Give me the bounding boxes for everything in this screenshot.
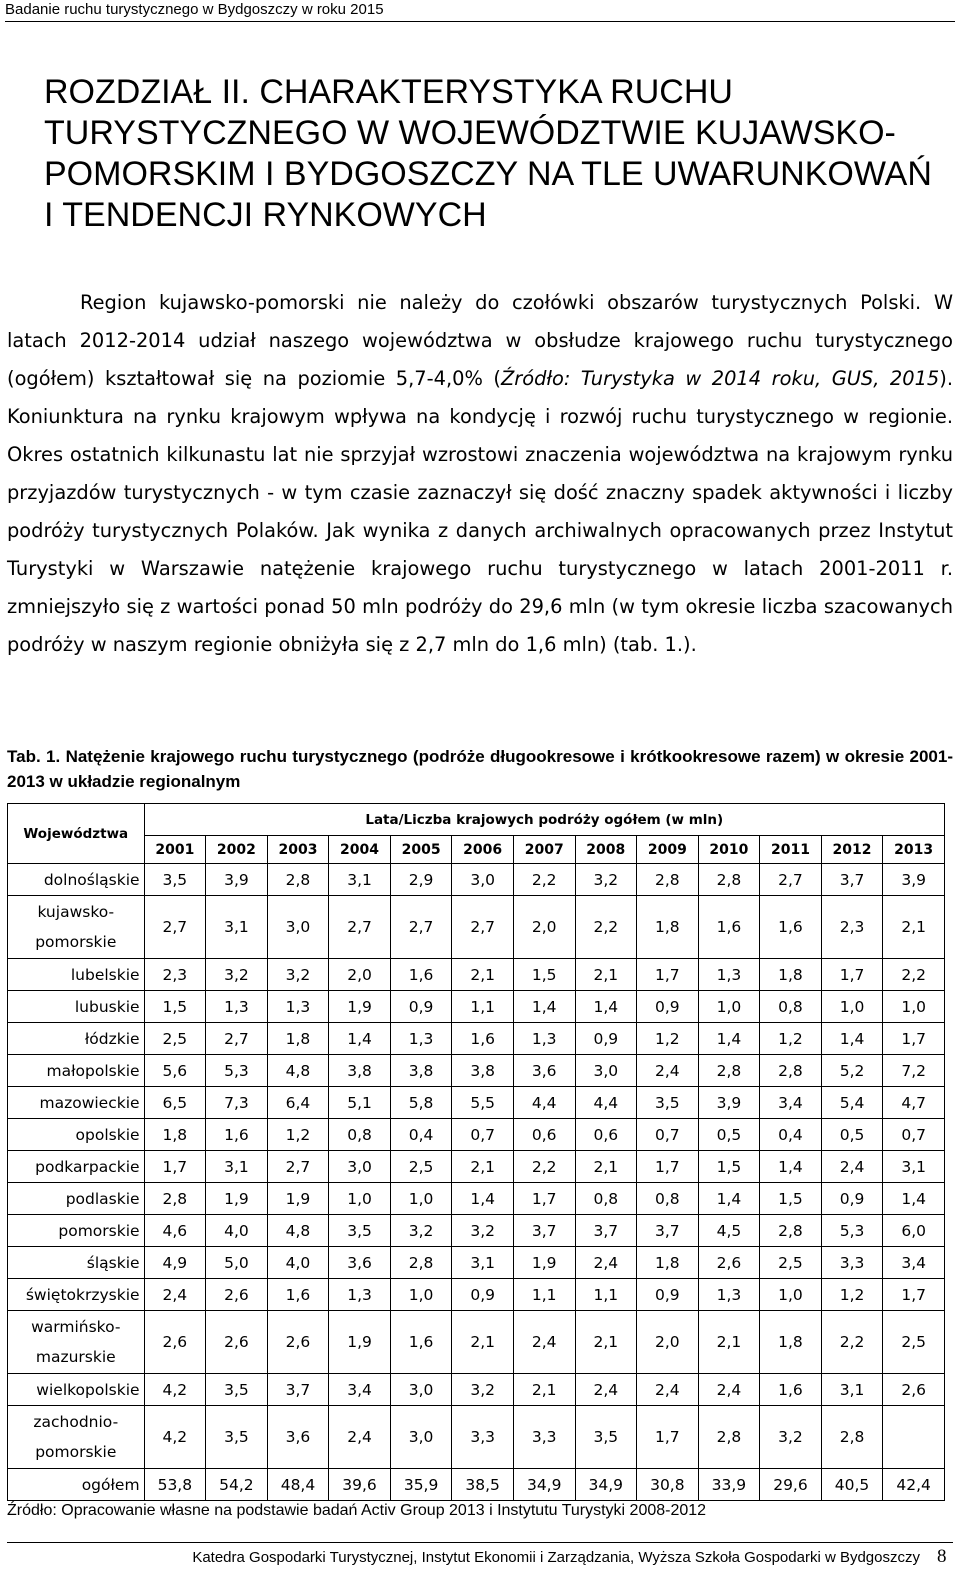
region-cell: lubuskie (8, 991, 145, 1023)
value-cell: 1,6 (206, 1119, 268, 1151)
data-table (7, 803, 945, 1501)
value-cell: 2,4 (637, 1055, 699, 1087)
value-cell: 3,6 (267, 1406, 329, 1469)
value-cell: 3,5 (575, 1406, 637, 1469)
value-cell: 2,4 (329, 1406, 391, 1469)
empty-cell (883, 1406, 945, 1469)
value-cell: 4,8 (267, 1215, 329, 1247)
value-cell: 0,4 (760, 1119, 822, 1151)
table-caption (7, 744, 953, 794)
value-cell: 5,2 (821, 1055, 883, 1087)
value-cell: 6,5 (144, 1087, 206, 1119)
value-cell: 1,2 (267, 1119, 329, 1151)
table-row (8, 1183, 945, 1215)
value-cell: 2,1 (575, 959, 637, 991)
value-cell: 3,2 (390, 1215, 452, 1247)
year-header: 2010 (698, 836, 760, 864)
value-cell: 4,2 (144, 1406, 206, 1469)
region-cell: dolnośląskie (8, 864, 145, 896)
value-cell: 2,1 (452, 1151, 514, 1183)
value-cell: 1,0 (390, 1183, 452, 1215)
table-row (8, 1247, 945, 1279)
value-cell: 1,3 (329, 1279, 391, 1311)
table-row (8, 864, 945, 896)
value-cell: 2,9 (390, 864, 452, 896)
value-cell: 5,5 (452, 1087, 514, 1119)
year-header: 2004 (329, 836, 391, 864)
value-cell: 54,2 (206, 1469, 268, 1501)
value-cell: 2,1 (883, 896, 945, 959)
value-cell: 2,7 (760, 864, 822, 896)
region-cell: ogółem (8, 1469, 145, 1501)
value-cell: 1,7 (144, 1151, 206, 1183)
value-cell: 1,9 (329, 1311, 391, 1374)
value-cell: 1,5 (513, 959, 575, 991)
value-cell: 0,6 (575, 1119, 637, 1151)
value-cell: 1,5 (144, 991, 206, 1023)
value-cell: 48,4 (267, 1469, 329, 1501)
value-cell: 1,4 (575, 991, 637, 1023)
value-cell: 3,4 (329, 1374, 391, 1406)
value-cell: 3,1 (452, 1247, 514, 1279)
corner-header: Województwa (8, 804, 145, 864)
value-cell: 5,8 (390, 1087, 452, 1119)
value-cell: 3,9 (883, 864, 945, 896)
value-cell: 1,1 (513, 1279, 575, 1311)
value-cell: 1,9 (329, 991, 391, 1023)
year-header: 2009 (637, 836, 699, 864)
value-cell: 0,9 (390, 991, 452, 1023)
value-cell: 3,5 (144, 864, 206, 896)
value-cell: 2,1 (575, 1311, 637, 1374)
year-header: 2013 (883, 836, 945, 864)
value-cell: 1,0 (821, 991, 883, 1023)
value-cell: 3,1 (206, 896, 268, 959)
table-row (8, 1087, 945, 1119)
value-cell: 1,0 (883, 991, 945, 1023)
value-cell: 2,4 (821, 1151, 883, 1183)
year-header: 2002 (206, 836, 268, 864)
value-cell: 0,9 (452, 1279, 514, 1311)
table-row (8, 991, 945, 1023)
value-cell: 2,2 (513, 864, 575, 896)
value-cell: 0,6 (513, 1119, 575, 1151)
value-cell: 7,2 (883, 1055, 945, 1087)
value-cell: 4,4 (513, 1087, 575, 1119)
body-paragraph (7, 284, 953, 664)
year-header: 2003 (267, 836, 329, 864)
value-cell: 1,0 (760, 1279, 822, 1311)
value-cell: 2,7 (206, 1023, 268, 1055)
value-cell: 3,7 (267, 1374, 329, 1406)
region-cell: zachodnio- pomorskie (8, 1406, 145, 1469)
table-row (8, 959, 945, 991)
value-cell: 1,6 (760, 896, 822, 959)
value-cell: 0,8 (760, 991, 822, 1023)
table-caption-text: Natężenie krajowego ruchu turystycznego (podróże długookresowe i krótkookresowe razem) w okresie 2001-2013 w układzie regionalnym (7, 747, 953, 791)
value-cell: 3,6 (513, 1055, 575, 1087)
value-cell: 3,0 (390, 1374, 452, 1406)
value-cell: 1,4 (698, 1023, 760, 1055)
value-cell: 3,1 (883, 1151, 945, 1183)
value-cell: 1,3 (513, 1023, 575, 1055)
value-cell: 4,5 (698, 1215, 760, 1247)
value-cell: 2,5 (144, 1023, 206, 1055)
value-cell: 4,2 (144, 1374, 206, 1406)
value-cell: 1,6 (267, 1279, 329, 1311)
value-cell: 2,8 (698, 864, 760, 896)
value-cell: 2,2 (883, 959, 945, 991)
value-cell: 2,0 (637, 1311, 699, 1374)
value-cell: 1,6 (452, 1023, 514, 1055)
region-cell: podlaskie (8, 1183, 145, 1215)
value-cell: 3,0 (267, 896, 329, 959)
value-cell: 2,4 (698, 1374, 760, 1406)
value-cell: 1,3 (206, 991, 268, 1023)
value-cell: 1,6 (698, 896, 760, 959)
value-cell: 0,4 (390, 1119, 452, 1151)
value-cell: 4,8 (267, 1055, 329, 1087)
value-cell: 3,9 (206, 864, 268, 896)
body-text (7, 284, 953, 664)
value-cell: 2,1 (698, 1311, 760, 1374)
value-cell: 2,7 (452, 896, 514, 959)
table-row (8, 1023, 945, 1055)
value-cell: 3,9 (698, 1087, 760, 1119)
value-cell: 5,3 (206, 1055, 268, 1087)
value-cell: 3,7 (513, 1215, 575, 1247)
header-rule (5, 21, 955, 22)
value-cell: 3,8 (452, 1055, 514, 1087)
year-header: 2007 (513, 836, 575, 864)
value-cell: 0,7 (452, 1119, 514, 1151)
value-cell: 2,6 (144, 1311, 206, 1374)
value-cell: 2,8 (637, 864, 699, 896)
value-cell: 3,3 (513, 1406, 575, 1469)
value-cell: 3,0 (575, 1055, 637, 1087)
value-cell: 1,4 (883, 1183, 945, 1215)
value-cell: 2,5 (390, 1151, 452, 1183)
value-cell: 3,5 (206, 1374, 268, 1406)
group-header: Lata/Liczba krajowych podróży ogółem (w mln) (144, 804, 944, 836)
value-cell: 1,3 (698, 1279, 760, 1311)
value-cell: 40,5 (821, 1469, 883, 1501)
value-cell: 3,3 (821, 1247, 883, 1279)
value-cell: 3,5 (329, 1215, 391, 1247)
value-cell: 1,6 (390, 959, 452, 991)
value-cell: 0,7 (883, 1119, 945, 1151)
value-cell: 3,2 (575, 864, 637, 896)
value-cell: 0,9 (575, 1023, 637, 1055)
year-header: 2005 (390, 836, 452, 864)
value-cell: 1,3 (267, 991, 329, 1023)
body-source-citation: Źródło: Turystyka w 2014 roku, GUS, 2015 (500, 367, 940, 390)
value-cell: 2,8 (698, 1406, 760, 1469)
value-cell: 0,9 (821, 1183, 883, 1215)
value-cell: 1,4 (452, 1183, 514, 1215)
value-cell: 2,4 (575, 1247, 637, 1279)
value-cell: 0,5 (821, 1119, 883, 1151)
value-cell: 42,4 (883, 1469, 945, 1501)
value-cell: 5,4 (821, 1087, 883, 1119)
value-cell: 3,1 (329, 864, 391, 896)
region-cell: łódzkie (8, 1023, 145, 1055)
value-cell: 1,7 (513, 1183, 575, 1215)
value-cell: 2,0 (329, 959, 391, 991)
page-number: 8 (937, 1546, 947, 1567)
value-cell: 6,0 (883, 1215, 945, 1247)
value-cell: 1,3 (698, 959, 760, 991)
value-cell: 5,3 (821, 1215, 883, 1247)
value-cell: 2,5 (760, 1247, 822, 1279)
value-cell: 1,1 (452, 991, 514, 1023)
value-cell: 4,0 (206, 1215, 268, 1247)
value-cell: 1,8 (760, 959, 822, 991)
value-cell: 2,6 (267, 1311, 329, 1374)
value-cell: 4,7 (883, 1087, 945, 1119)
region-cell: wielkopolskie (8, 1374, 145, 1406)
value-cell: 1,7 (883, 1279, 945, 1311)
value-cell: 3,4 (760, 1087, 822, 1119)
value-cell: 1,2 (821, 1279, 883, 1311)
value-cell: 3,1 (206, 1151, 268, 1183)
region-cell: śląskie (8, 1247, 145, 1279)
table-row (8, 1279, 945, 1311)
value-cell: 3,2 (206, 959, 268, 991)
value-cell: 1,7 (637, 1151, 699, 1183)
value-cell: 3,3 (452, 1406, 514, 1469)
value-cell: 1,4 (698, 1183, 760, 1215)
value-cell: 2,3 (821, 896, 883, 959)
value-cell: 3,7 (637, 1215, 699, 1247)
year-header: 2012 (821, 836, 883, 864)
value-cell: 1,8 (637, 1247, 699, 1279)
value-cell: 1,8 (760, 1311, 822, 1374)
table-row (8, 896, 945, 959)
region-cell: świętokrzyskie (8, 1279, 145, 1311)
value-cell: 3,2 (760, 1406, 822, 1469)
source-note: Źródło: Opracowanie własne na podstawie badań Activ Group 2013 i Instytutu Turystyki 2008-2012 (7, 1502, 707, 1519)
value-cell: 5,0 (206, 1247, 268, 1279)
table-row (8, 1311, 945, 1374)
region-cell: opolskie (8, 1119, 145, 1151)
value-cell: 2,7 (329, 896, 391, 959)
value-cell: 4,6 (144, 1215, 206, 1247)
value-cell: 34,9 (575, 1469, 637, 1501)
value-cell: 3,6 (329, 1247, 391, 1279)
value-cell: 2,6 (883, 1374, 945, 1406)
value-cell: 1,5 (698, 1151, 760, 1183)
value-cell: 2,2 (575, 896, 637, 959)
value-cell: 1,7 (821, 959, 883, 991)
year-header: 2008 (575, 836, 637, 864)
value-cell: 33,9 (698, 1469, 760, 1501)
year-header: 2011 (760, 836, 822, 864)
value-cell: 3,0 (329, 1151, 391, 1183)
footer-rule (7, 1542, 953, 1543)
table-row (8, 1374, 945, 1406)
body-text-start: Region kujawsko-pomorski nie należy do czołówki obszarów turystycznych Polski. W latach 2012-2014 udział naszego województwa w obsłudze krajowego ruchu turystycznego (ogółem) kształtował się na poziomie 5,7-4,0% ( (7, 291, 953, 390)
value-cell: 1,4 (513, 991, 575, 1023)
value-cell: 39,6 (329, 1469, 391, 1501)
value-cell: 38,5 (452, 1469, 514, 1501)
table-caption-label: Tab. 1. (7, 747, 61, 766)
value-cell: 3,1 (821, 1374, 883, 1406)
table-row (8, 1406, 945, 1469)
value-cell: 2,7 (267, 1151, 329, 1183)
value-cell: 2,8 (390, 1247, 452, 1279)
value-cell: 2,1 (513, 1374, 575, 1406)
value-cell: 1,0 (390, 1279, 452, 1311)
value-cell: 2,8 (821, 1406, 883, 1469)
value-cell: 2,4 (144, 1279, 206, 1311)
value-cell: 3,8 (329, 1055, 391, 1087)
value-cell: 1,0 (329, 1183, 391, 1215)
value-cell: 4,4 (575, 1087, 637, 1119)
value-cell: 2,8 (144, 1183, 206, 1215)
value-cell: 3,2 (267, 959, 329, 991)
value-cell: 1,4 (329, 1023, 391, 1055)
value-cell: 2,4 (513, 1311, 575, 1374)
value-cell: 1,4 (821, 1023, 883, 1055)
value-cell: 2,7 (390, 896, 452, 959)
value-cell: 1,7 (883, 1023, 945, 1055)
value-cell: 2,5 (883, 1311, 945, 1374)
value-cell: 3,4 (883, 1247, 945, 1279)
table-row (8, 1215, 945, 1247)
value-cell: 29,6 (760, 1469, 822, 1501)
region-cell: podkarpackie (8, 1151, 145, 1183)
value-cell: 1,9 (206, 1183, 268, 1215)
value-cell: 4,9 (144, 1247, 206, 1279)
value-cell: 1,6 (390, 1311, 452, 1374)
value-cell: 1,9 (513, 1247, 575, 1279)
value-cell: 2,6 (206, 1311, 268, 1374)
value-cell: 5,6 (144, 1055, 206, 1087)
value-cell: 3,5 (206, 1406, 268, 1469)
value-cell: 1,2 (760, 1023, 822, 1055)
year-header: 2001 (144, 836, 206, 864)
value-cell: 0,8 (575, 1183, 637, 1215)
value-cell: 0,9 (637, 1279, 699, 1311)
value-cell: 4,0 (267, 1247, 329, 1279)
value-cell: 30,8 (637, 1469, 699, 1501)
region-cell: pomorskie (8, 1215, 145, 1247)
value-cell: 0,9 (637, 991, 699, 1023)
value-cell: 2,2 (513, 1151, 575, 1183)
value-cell: 1,0 (698, 991, 760, 1023)
value-cell: 1,5 (760, 1183, 822, 1215)
value-cell: 2,8 (760, 1215, 822, 1247)
value-cell: 35,9 (390, 1469, 452, 1501)
value-cell: 3,0 (390, 1406, 452, 1469)
table-row (8, 1151, 945, 1183)
value-cell: 2,8 (267, 864, 329, 896)
value-cell: 0,8 (329, 1119, 391, 1151)
value-cell: 1,9 (267, 1183, 329, 1215)
value-cell: 1,2 (637, 1023, 699, 1055)
value-cell: 3,7 (821, 864, 883, 896)
value-cell: 34,9 (513, 1469, 575, 1501)
value-cell: 2,6 (698, 1247, 760, 1279)
value-cell: 3,2 (452, 1374, 514, 1406)
value-cell: 2,3 (144, 959, 206, 991)
value-cell: 2,8 (698, 1055, 760, 1087)
table-row (8, 1055, 945, 1087)
value-cell: 7,3 (206, 1087, 268, 1119)
value-cell: 2,2 (821, 1311, 883, 1374)
body-text-end: ). Koniunktura na rynku krajowym wpływa na kondycję i rozwój ruchu turystycznego w regionie. Okres ostatnich kilkunastu lat nie sprzyjał wzrostowi znaczenia województwa na krajowym rynku przyjazdów turystycznych - w tym czasie zaznaczył się dość znaczny spadek aktywności i liczby podróży turystycznych Polaków. Jak wynika z danych archiwalnych opracowanych przez Instytut Turystyki w Warszawie natężenie krajowego ruchu turystycznego w latach 2001-2011 r. zmniejszyło się z wartości ponad 50 mln podróży do 29,6 mln (w tym okresie liczba szacowanych podróży w naszym regionie obniżyła się z 2,7 mln do 1,6 mln) (tab. 1.). (7, 367, 953, 656)
table-row (8, 1469, 945, 1501)
value-cell: 0,5 (698, 1119, 760, 1151)
value-cell: 3,7 (575, 1215, 637, 1247)
value-cell: 2,6 (206, 1279, 268, 1311)
value-cell: 1,3 (390, 1023, 452, 1055)
value-cell: 0,8 (637, 1183, 699, 1215)
year-header: 2006 (452, 836, 514, 864)
value-cell: 1,4 (760, 1151, 822, 1183)
region-cell: lubelskie (8, 959, 145, 991)
region-cell: małopolskie (8, 1055, 145, 1087)
value-cell: 1,6 (760, 1374, 822, 1406)
value-cell: 5,1 (329, 1087, 391, 1119)
value-cell: 1,8 (637, 896, 699, 959)
value-cell: 2,1 (452, 959, 514, 991)
value-cell: 3,5 (637, 1087, 699, 1119)
value-cell: 2,4 (575, 1374, 637, 1406)
value-cell: 2,0 (513, 896, 575, 959)
region-cell: kujawsko- pomorskie (8, 896, 145, 959)
region-cell: mazowieckie (8, 1087, 145, 1119)
table-row (8, 1119, 945, 1151)
region-cell: warmińsko- mazurskie (8, 1311, 145, 1374)
value-cell: 6,4 (267, 1087, 329, 1119)
footer-institution: Katedra Gospodarki Turystycznej, Instytut Ekonomii i Zarządzania, Wyższa Szkoła Gospodarki w Bydgoszczy (192, 1549, 920, 1566)
running-header: Badanie ruchu turystycznego w Bydgoszczy w roku 2015 (5, 1, 384, 18)
value-cell: 2,1 (575, 1151, 637, 1183)
value-cell: 3,2 (452, 1215, 514, 1247)
value-cell: 1,1 (575, 1279, 637, 1311)
value-cell: 53,8 (144, 1469, 206, 1501)
value-cell: 1,8 (144, 1119, 206, 1151)
value-cell: 3,0 (452, 864, 514, 896)
value-cell: 0,7 (637, 1119, 699, 1151)
value-cell: 1,8 (267, 1023, 329, 1055)
value-cell: 1,7 (637, 959, 699, 991)
value-cell: 2,4 (637, 1374, 699, 1406)
chapter-title: ROZDZIAŁ II. CHARAKTERYSTYKA RUCHU TURYSTYCZNEGO W WOJEWÓDZTWIE KUJAWSKO-POMORSKIM I BYDGOSZCZY NA TLE UWARUNKOWAŃ I TENDENCJI RYNKOWYCH (44, 73, 932, 234)
value-cell: 2,7 (144, 896, 206, 959)
value-cell: 2,8 (760, 1055, 822, 1087)
value-cell: 3,8 (390, 1055, 452, 1087)
value-cell: 2,1 (452, 1311, 514, 1374)
value-cell: 1,7 (637, 1406, 699, 1469)
